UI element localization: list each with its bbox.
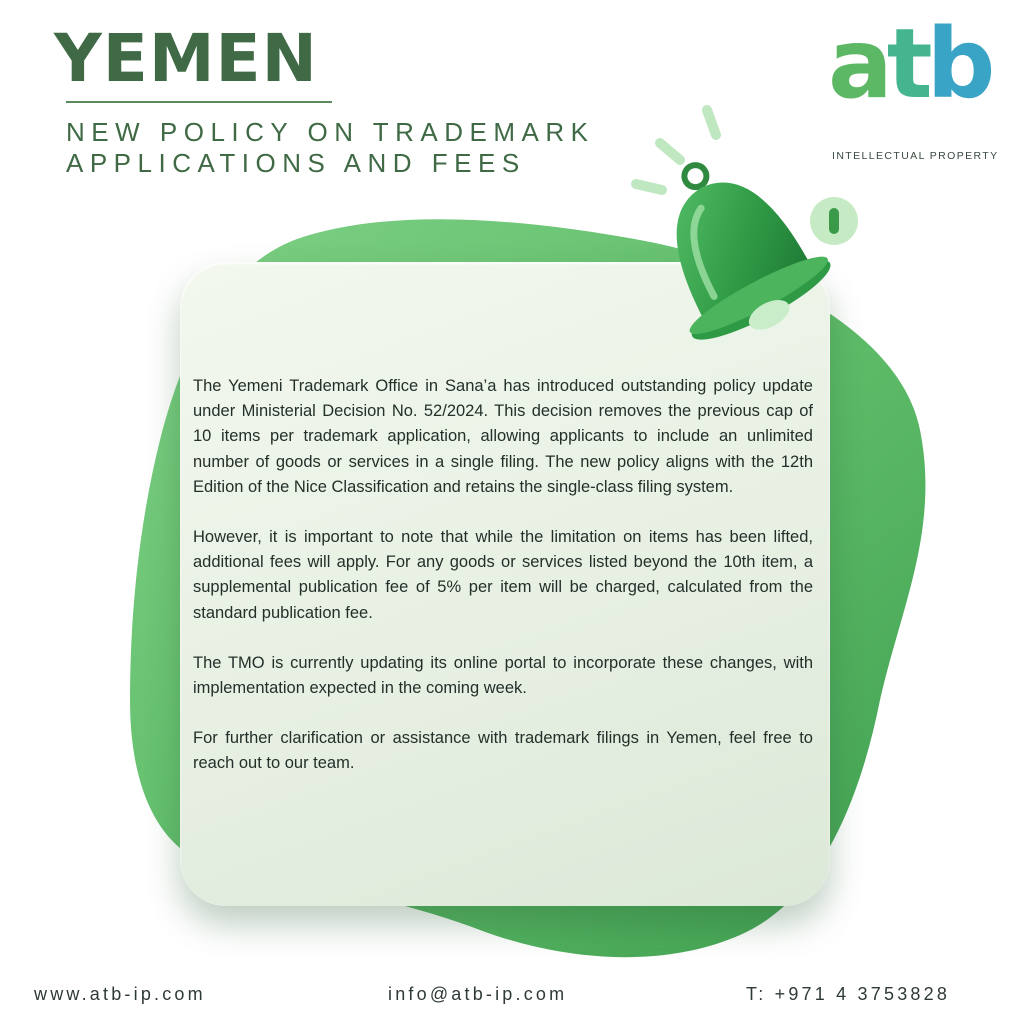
paragraph-3: The TMO is currently updating its online portal to incorporate these changes, with implementation expected in the coming week. <box>193 653 813 698</box>
logo-tagline: INTELLECTUAL PROPERTY <box>832 150 999 162</box>
subtitle-line-1: NEW POLICY ON TRADEMARK <box>66 117 595 147</box>
footer-email-link[interactable]: info@atb-ip.com <box>388 984 568 1004</box>
page-title: YEMEN <box>54 20 318 97</box>
logo-letter-t: t <box>886 8 927 120</box>
footer-phone[interactable]: T: +971 4 3753828 <box>746 984 951 1004</box>
subtitle-line-2: APPLICATIONS AND FEES <box>66 148 526 178</box>
paragraph-4: For further clarification or assistance with trademark filings in Yemen, feel free to reach out to our team. <box>193 729 813 773</box>
article-body <box>193 374 813 802</box>
paragraph-1: The Yemeni Trademark Office in Sana’a has introduced outstanding policy update under Ministerial Decision No. 52/2024. This decision removes the previous cap of 10 items per trademark application, allowing applicants to include an unlimited number of goods or services in a single filing. The new policy aligns with the 12th Edition of the Nice Classification and retains the single-class filing system. <box>193 377 813 496</box>
logo-letter-a: a <box>828 8 887 120</box>
logo-letter-b: b <box>926 8 990 120</box>
footer-website-link[interactable]: www.atb-ip.com <box>34 984 206 1004</box>
paragraph-2: However, it is important to note that while the limitation on items has been lifted, additional fees will apply. For any goods or services listed beyond the 10th item, a supplemental publication fee of 5% per item will be charged, calculated from the standard publication fee. <box>193 528 813 622</box>
